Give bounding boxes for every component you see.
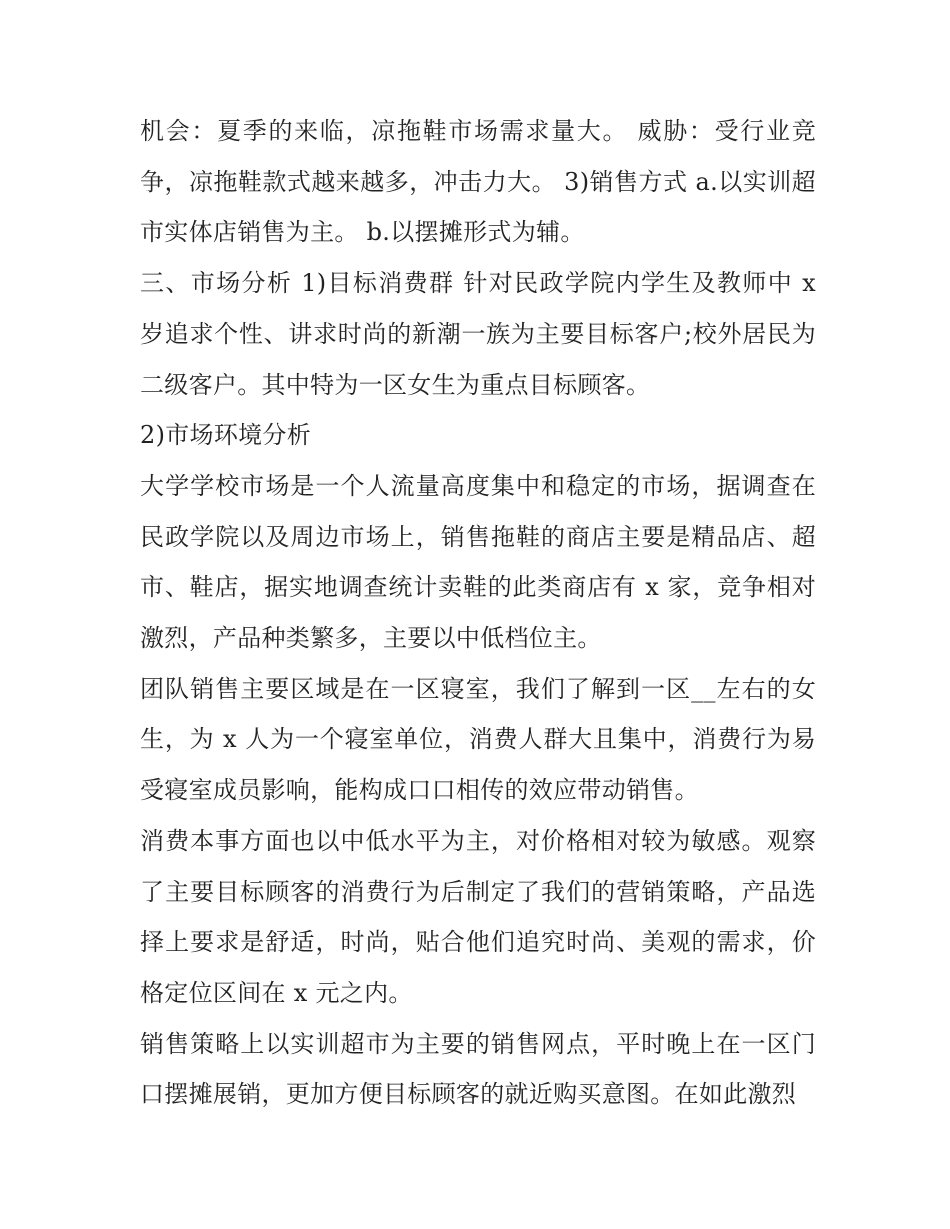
paragraph-opportunity-threat: 机会：夏季的来临，凉拖鞋市场需求量大。 威胁：受行业竞争，凉拖鞋款式越来越多，冲击力大。 3)销售方式 a.以实训超市实体店销售为主。 b.以摆摊形式为辅。 [140, 117, 816, 247]
paragraph-consumer-ability: 消费本事方面也以中低水平为主，对价格相对较为敏感。观察了主要目标顾客的消费行为后制定了我们的营销策略，产品选择上要求是舒适，时尚，贴合他们追究时尚、美观的需求，价格定位区间在 x 元之内。 [140, 826, 816, 1007]
paragraph-sales-area: 团队销售主要区域是在一区寝室，我们了解到一区__左右的女生，为 x 人为一个寝室单位，消费人群大且集中，消费行为易受寝室成员影响，能构成口口相传的效应带动销售。 [140, 674, 816, 805]
document-body [140, 106, 816, 1120]
paragraph-market-analysis: 三、市场分析 1)目标消费群 针对民政学院内学生及教师中 x 岁追求个性、讲求时尚的新潮一族为主要目标客户;校外居民为二级客户。其中特为一区女生为重点目标顾客。 [140, 269, 816, 399]
paragraph-sales-strategy: 销售策略上以实训超市为主要的销售网点，平时晚上在一区门口摆摊展销，更加方便目标顾客的就近购买意图。在如此激烈 [140, 1029, 816, 1109]
paragraph-campus-market: 大学学校市场是一个人流量高度集中和稳定的市场，据调查在民政学院以及周边市场上，销售拖鞋的商店主要是精品店、超市、鞋店，据实地调查统计卖鞋的此类商店有 x 家，竞争相对激烈，产品种类繁多，主要以中低档位主。 [140, 471, 816, 653]
section-heading-market-environment: 2)市场环境分析 [140, 421, 312, 450]
